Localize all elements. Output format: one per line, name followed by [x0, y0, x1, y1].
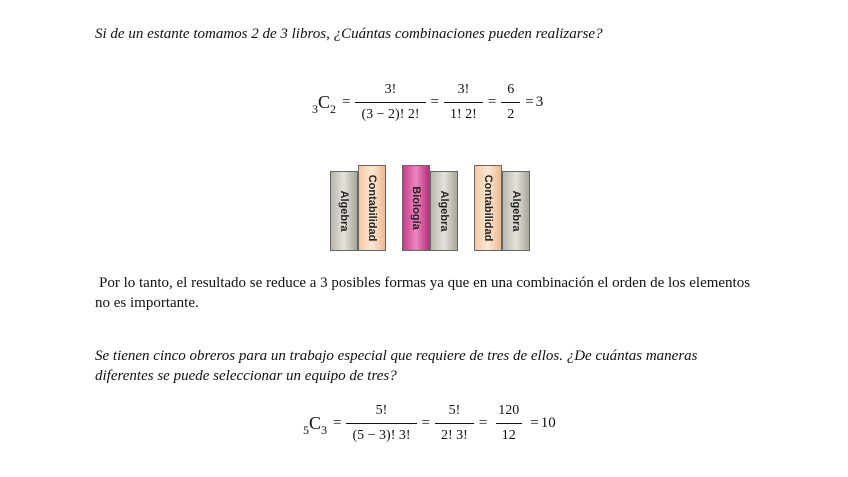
book-spine: Algebra	[502, 171, 530, 251]
books-illustration	[330, 165, 530, 251]
book-pair-3	[474, 165, 530, 251]
book-spine: Algebra	[430, 171, 458, 251]
book-pair-1	[330, 165, 386, 251]
fraction: $\frac{5!}{2! 3!}$	[435, 403, 474, 444]
book-spine: Contabilidad	[474, 165, 502, 251]
fraction: $\frac{120}{12}$	[492, 403, 525, 444]
combination-formula-1: 3 C 2 = $\frac{3!}{(3 - 2)! 2!}$ = $\frac{3!}{1! 2!}$ = $\frac{6}{2}$ = 3	[312, 82, 544, 122]
book-spine: Biología	[402, 165, 430, 251]
formula-result: 3	[535, 94, 544, 110]
question-2: Se tienen cinco obreros para un trabajo especial que requiere de tres de ellos. ¿De cuántas maneras diferentes se puede seleccionar un equipo de tres?	[95, 348, 698, 384]
fraction: $\frac{3!}{1! 2!}$	[444, 82, 483, 123]
conclusion-paragraph: Por lo tanto, el resultado se reduce a 3 posibles formas ya que en una combinación el orden de los elementos no es importante.	[95, 275, 751, 311]
combination-formula-2: 5 C 3 = $\frac{5!}{(5 - 3)! 3!}$ = $\frac{5!}{2! 3!}$ = $\frac{120}{12}$ = 10	[303, 403, 556, 443]
question-1: Si de un estante tomamos 2 de 3 libros, ¿Cuántas combinaciones pueden realizarse?	[95, 26, 603, 42]
fraction: $\frac{5!}{(5 - 3)! 3!}$	[346, 403, 416, 444]
fraction: $\frac{6}{2}$	[501, 82, 520, 123]
book-pair-2	[402, 165, 458, 251]
formula-result: 10	[540, 415, 556, 431]
book-spine: Contabilidad	[358, 165, 386, 251]
combination-symbol: 3 C 2	[312, 92, 337, 116]
fraction: $\frac{3!}{(3 - 2)! 2!}$	[355, 82, 425, 123]
book-spine: Algebra	[330, 171, 358, 251]
combination-symbol: 5 C 3	[303, 413, 328, 437]
